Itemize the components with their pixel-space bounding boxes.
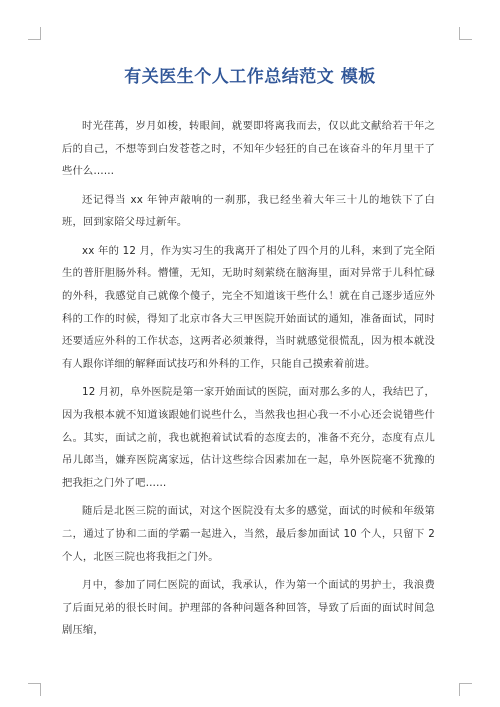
crop-mark-bottom-left (28, 683, 41, 696)
crop-mark-bottom-right (459, 683, 472, 696)
crop-mark-top-right (459, 27, 472, 40)
paragraph-4: 12 月初，阜外医院是第一家开始面试的医院，面对那么多的人，我结巴了，因为我根本就不知道该跟她们说些什么，当然我也担心我一不小心还会说错些什么。其实，面试之前，我也就抱着试试看的态度去的，准备不充分，态度有点儿吊儿郎当，嫌弃医院离家远，估计这些综合因素加在一起，阜外医院毫不犹豫的把我拒之门外了吧…… (62, 386, 435, 490)
paragraph-1: 时光荏苒，岁月如梭，转眼间，就要即将离我而去，仅以此文献给若干年之后的自己，不想等到白发苍苍之时，不知年少轻狂的自己在该奋斗的年月里干了些什么…… (62, 120, 435, 178)
paragraph-6: 月中，参加了同仁医院的面试，我承认，作为第一个面试的男护士，我浪费了后面兄弟的很长时间。护理部的各种问题各种回答，导致了后面的面试时间急剧压缩， (62, 578, 435, 637)
paragraph-5: 随后是北医三院的面试，对这个医院没有太多的感觉，面试的时候和年级第二，通过了协和二面的学霸一起进入，当然，最后参加面试 10 个人，只留下 2 个人，北医三院也将我拒之门外。 (62, 505, 435, 563)
paragraph-3: xx 年的 12 月，作为实习生的我离开了相处了四个月的儿科，来到了完全陌生的普肝胆肠外科。懵懂，无知，无助时刻萦绕在脑海里，面对异常于儿科忙碌的外科，我感觉自己就像个傻子，完全不知道该干些什么！就在自己逐步适应外科的工作的时候，得知了北京市各大三甲医院开始面试的通知，准备面试，同时还要适应外科的工作状态，这两者必须兼得，当时就感觉很慌乱，因为根本就没有人跟你详细的解释面试技巧和外科的工作，只能自己摸索着前进。 (62, 244, 435, 371)
paragraph-2: 还记得当 xx 年钟声敲响的一刹那，我已经坐着大年三十儿的地铁下了白班，回到家陪父母过新年。 (62, 193, 435, 229)
crop-mark-top-left (28, 27, 41, 40)
document-body (62, 115, 435, 642)
document-title: 有关医生个人工作总结范文 模板 (124, 67, 376, 87)
